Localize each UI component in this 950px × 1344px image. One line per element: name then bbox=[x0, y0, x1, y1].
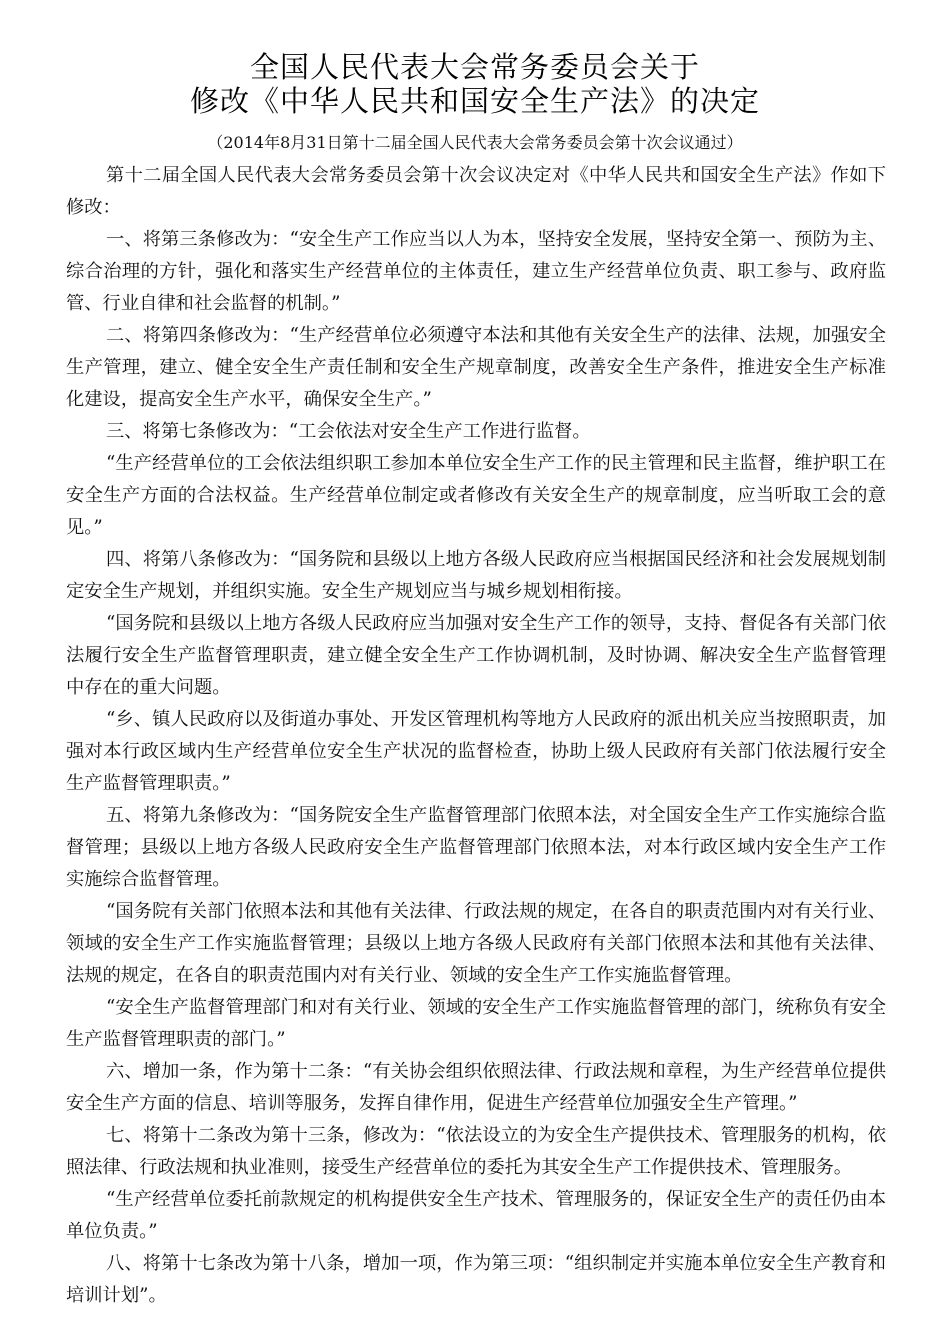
document-title-line1: 全国人民代表大会常务委员会关于 bbox=[249, 50, 700, 84]
body-paragraph: “生产经营单位委托前款规定的机构提供安全生产技术、管理服务的，保证安全生产的责任仍由本单位负责。” bbox=[66, 1189, 886, 1242]
body-paragraph: 八、将第十七条改为第十八条，增加一项，作为第三项：“组织制定并实施本单位安全生产教育和培训计划”。 bbox=[66, 1253, 886, 1306]
body-paragraph: “生产经营单位的工会依法组织职工参加本单位安全生产工作的民主管理和民主监督，维护职工在安全生产方面的合法权益。生产经营单位制定或者修改有关安全生产的规章制度，应当听取工会的意见。” bbox=[66, 453, 886, 538]
body-paragraph: “国务院和县级以上地方各级人民政府应当加强对安全生产工作的领导，支持、督促各有关部门依法履行安全生产监督管理职责，建立健全安全生产工作协调机制，及时协调、解决安全生产监督管理中存在的重大问题。 bbox=[66, 613, 886, 698]
body-paragraph: 四、将第八条修改为：“国务院和县级以上地方各级人民政府应当根据国民经济和社会发展规划制定安全生产规划，并组织实施。安全生产规划应当与城乡规划相衔接。 bbox=[66, 549, 886, 602]
body-paragraph: “乡、镇人民政府以及街道办事处、开发区管理机构等地方人民政府的派出机关应当按照职责，加强对本行政区域内生产经营单位安全生产状况的监督检查，协助上级人民政府有关部门依法履行安全生产监督管理职责。” bbox=[66, 709, 886, 794]
document-subtitle: （2014年8月31日第十二届全国人民代表大会常务委员会第十次会议通过） bbox=[207, 133, 743, 152]
body-paragraph: 六、增加一条，作为第十二条：“有关协会组织依照法律、行政法规和章程，为生产经营单位提供安全生产方面的信息、培训等服务，发挥自律作用，促进生产经营单位加强安全生产管理。” bbox=[66, 1061, 886, 1114]
body-paragraph: 五、将第九条修改为：“国务院安全生产监督管理部门依照本法，对全国安全生产工作实施综合监督管理；县级以上地方各级人民政府安全生产监督管理部门依照本法，对本行政区域内安全生产工作实施综合监督管理。 bbox=[66, 805, 886, 890]
body-paragraph: “安全生产监督管理部门和对有关行业、领域的安全生产工作实施监督管理的部门，统称负有安全生产监督管理职责的部门。” bbox=[66, 997, 886, 1050]
body-paragraph: 三、将第七条修改为：“工会依法对安全生产工作进行监督。 bbox=[106, 421, 591, 442]
body-paragraph: 第十二届全国人民代表大会常务委员会第十次会议决定对《中华人民共和国安全生产法》作如下修改： bbox=[66, 165, 886, 218]
body-paragraph: 二、将第四条修改为：“生产经营单位必须遵守本法和其他有关安全生产的法律、法规，加强安全生产管理，建立、健全安全生产责任制和安全生产规章制度，改善安全生产条件，推进安全生产标准化建设，提高安全生产水平，确保安全生产。” bbox=[66, 325, 886, 410]
body-paragraph: 一、将第三条修改为：“安全生产工作应当以人为本，坚持安全发展，坚持安全第一、预防为主、综合治理的方针，强化和落实生产经营单位的主体责任，建立生产经营单位负责、职工参与、政府监管、行业自律和社会监督的机制。” bbox=[66, 229, 886, 314]
document-title-line2: 修改《中华人民共和国安全生产法》的决定 bbox=[189, 84, 760, 118]
body-paragraph: 七、将第十二条改为第十三条，修改为：“依法设立的为安全生产提供技术、管理服务的机构，依照法律、行政法规和执业准则，接受生产经营单位的委托为其安全生产工作提供技术、管理服务。 bbox=[66, 1125, 886, 1178]
document-body bbox=[66, 160, 886, 1312]
body-paragraph: “国务院有关部门依照本法和其他有关法律、行政法规的规定，在各自的职责范围内对有关行业、领域的安全生产工作实施监督管理；县级以上地方各级人民政府有关部门依照本法和其他有关法律、法规的规定，在各自的职责范围内对有关行业、领域的安全生产工作实施监督管理。 bbox=[66, 901, 886, 986]
